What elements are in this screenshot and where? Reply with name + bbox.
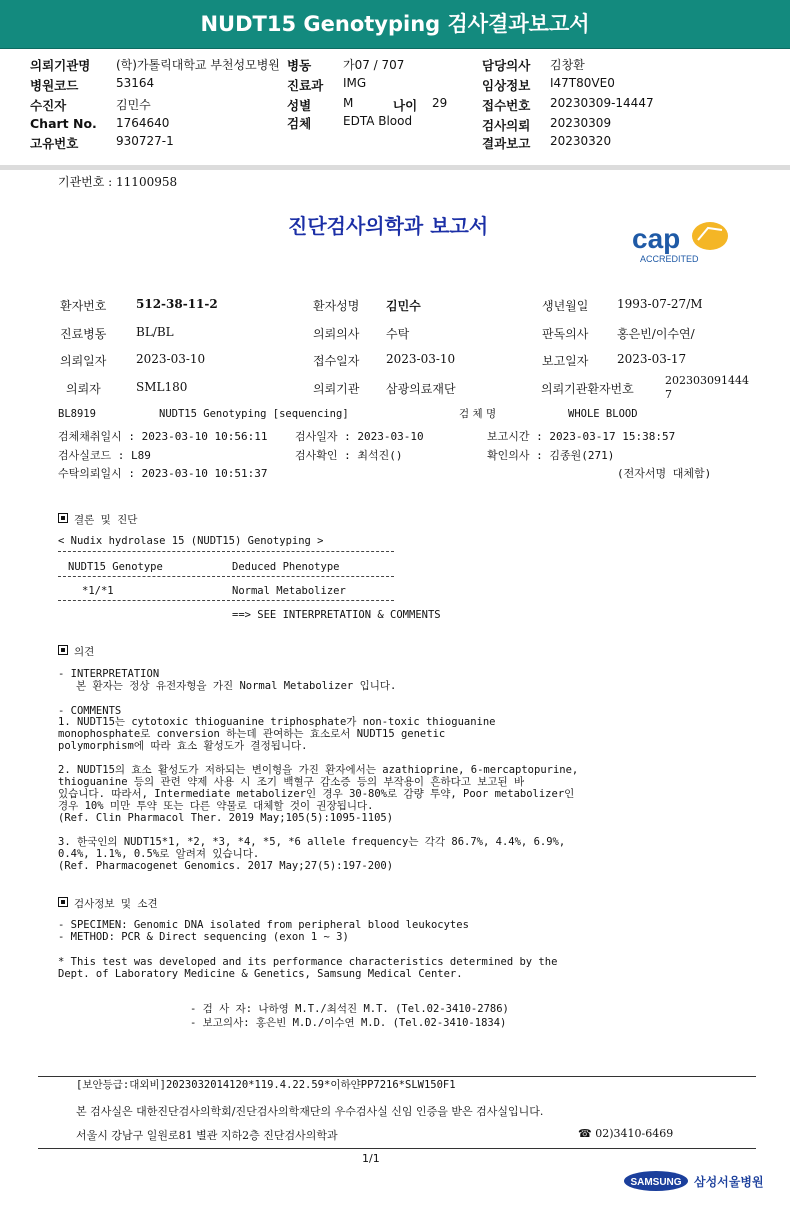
patient-label: 접수일자 — [313, 354, 360, 368]
hospital-name-text: 삼성서울병원 — [694, 1175, 764, 1189]
table-rule — [58, 551, 394, 552]
header-label: 접수번호 — [482, 98, 531, 113]
patient-value: 수탁 — [386, 327, 410, 341]
report-heading: 진단검사의학과 보고서 — [288, 214, 489, 238]
patient-label: 진료병동 — [60, 327, 107, 341]
cap-accredited-text: ACCREDITED — [640, 254, 699, 264]
col-phenotype: Deduced Phenotype — [232, 561, 340, 573]
header-label: 검사의뢰 — [482, 118, 531, 133]
patient-label: 환자성명 — [313, 299, 360, 313]
header-value: IMG — [343, 76, 367, 90]
header-value: 김창환 — [550, 58, 585, 72]
col-genotype: NUDT15 Genotype — [68, 561, 163, 573]
patient-value: 삼광의료재단 — [386, 382, 456, 396]
section-bullet-icon — [58, 645, 68, 655]
address-line: 서울시 강남구 일원로81 별관 지하2층 진단검사의학과 — [76, 1129, 338, 1142]
footer-rule — [38, 1148, 756, 1149]
header-value: M — [343, 96, 354, 110]
header-label: 병원코드 — [30, 78, 79, 93]
method-line: - METHOD: PCR & Direct sequencing (exon 1 ~ 3) — [58, 931, 349, 943]
header-label: 의뢰기관명 — [30, 58, 91, 73]
patient-label: 판독의사 — [542, 327, 589, 341]
patient-label: 의뢰기관환자번호 — [541, 382, 634, 396]
header-label: 검체 — [287, 116, 312, 131]
header-label: 담당의사 — [482, 58, 531, 73]
comment-line: (Ref. Clin Pharmacol Ther. 2019 May;105(5):1095-1105) — [58, 812, 394, 824]
test-code: BL8919 — [58, 408, 96, 420]
patient-label: 의뢰일자 — [60, 354, 107, 368]
patient-value: BL/BL — [136, 325, 174, 339]
confirm-doctor: 확인의사 : 김종원(271) — [487, 449, 615, 462]
header-value: EDTA Blood — [343, 114, 413, 128]
info-section-heading: 검사정보 및 소견 — [58, 897, 158, 910]
header-value: 53164 — [116, 76, 155, 90]
dev-note: * This test was developed and its performance characteristics determined by the — [58, 956, 558, 968]
samsung-hospital-logo — [624, 1168, 764, 1198]
header-value: 20230320 — [550, 134, 612, 148]
patient-label: 보고일자 — [542, 354, 589, 368]
see-note: ==> SEE INTERPRETATION & COMMENTS — [232, 609, 441, 621]
specimen-label: 검 체 명 — [459, 408, 497, 420]
patient-label: 생년월일 — [542, 299, 589, 313]
report-time: 보고시간 : 2023-03-17 15:38:57 — [487, 430, 676, 443]
comment-line: 3. 한국인의 NUDT15*1, *2, *3, *4, *5, *6 allele frequency는 각각 86.7%, 4.4%, 6.9%, — [58, 836, 566, 848]
patient-value: 홍은빈/이수연/ — [617, 327, 695, 341]
certification-line: 본 검사실은 대한진단검사의학회/진단검사의학재단의 우수검사실 신임 인증을 받은 검사실입니다. — [76, 1105, 544, 1118]
comment-line: monophosphate로 conversion 하는데 관여하는 효소로서 NUDT15 genetic — [58, 728, 446, 740]
patient-value: 2023-03-17 — [617, 352, 687, 366]
header-value: I47T80VE0 — [550, 76, 615, 90]
received-time: 수탁의뢰일시 : 2023-03-10 10:51:37 — [58, 467, 268, 480]
age-value: 29 — [432, 96, 448, 110]
comment-line: 0.4%, 1.1%, 0.5%로 알려져 있습니다. — [58, 848, 260, 860]
comment-line: 2. NUDT15의 효소 활성도가 저하되는 변이형을 가진 환자에서는 azathioprine, 6-mercaptopurine, — [58, 764, 579, 776]
tester-line: - 검 사 자: 나하영 M.T./최석진 M.T. (Tel.02-3410-2786) — [190, 1003, 509, 1015]
comment-line: 있습니다. 따라서, Intermediate metabolizer인 경우 30-80%로 감량 투약, Poor metabolizer인 — [58, 788, 575, 800]
patient-name: 김민수 — [386, 299, 421, 313]
patient-label: 환자번호 — [60, 299, 107, 313]
header-value: 930727-1 — [116, 134, 174, 148]
interp-body: 본 환자는 정상 유전자형을 가진 Normal Metabolizer 입니다. — [76, 680, 397, 692]
phenotype-value: Normal Metabolizer — [232, 585, 346, 597]
section-bullet-icon — [58, 897, 68, 907]
header-label: Chart No. — [30, 116, 97, 131]
header-label: 진료과 — [287, 78, 324, 93]
esign-note: (전자서명 대체함) — [617, 467, 712, 480]
header-value: (학)가톨릭대학교 부천성모병원 — [116, 58, 280, 72]
patient-value: 1993-07-27/M — [617, 297, 703, 311]
patient-value: SML180 — [136, 380, 188, 394]
result-title: < Nudix hydrolase 15 (NUDT15) Genotyping > — [58, 535, 324, 547]
patient-label: 의뢰자 — [66, 382, 101, 396]
header-label: 결과보고 — [482, 136, 531, 151]
test-name: NUDT15 Genotyping [sequencing] — [159, 408, 349, 420]
comment-line: (Ref. Pharmacogenet Genomics. 2017 May;27(5):197-200) — [58, 860, 394, 872]
comment-line: 경우 10% 미만 투약 또는 다른 약물로 대체할 것이 권장됩니다. — [58, 800, 374, 812]
table-rule — [58, 600, 394, 601]
genotype-value: *1/*1 — [82, 585, 114, 597]
phone-line: ☎ 02)3410-6469 — [578, 1127, 674, 1140]
header-value: 김민수 — [116, 98, 151, 112]
age-label: 나이 — [393, 98, 418, 113]
table-rule — [58, 576, 394, 577]
patient-label: 의뢰의사 — [313, 327, 360, 341]
header-label: 임상정보 — [482, 78, 531, 93]
test-date: 검사일자 : 2023-03-10 — [295, 430, 424, 443]
reporter-line: - 보고의사: 홍은빈 M.D./이수연 M.D. (Tel.02-3410-1834) — [190, 1017, 507, 1029]
specimen-line: - SPECIMEN: Genomic DNA isolated from peripheral blood leukocytes — [58, 919, 469, 931]
dev-note: Dept. of Laboratory Medicine & Genetics, Samsung Medical Center. — [58, 968, 463, 980]
cap-accredited-logo — [632, 218, 732, 266]
comment-line: polymorphism에 따라 효소 활성도가 결정됩니다. — [58, 740, 308, 752]
comment-line: thioguanine 등의 관련 약제 사용 시 조기 백혈구 감소증 등의 부작용이 흔하다고 보고된 바 — [58, 776, 525, 788]
report-title: NUDT15 Genotyping 검사결과보고서 — [0, 0, 790, 49]
specimen-value: WHOLE BLOOD — [568, 408, 638, 420]
lab-code: 검사실코드 : L89 — [58, 449, 151, 462]
header-value: 가07 / 707 — [343, 58, 405, 72]
header-label: 병동 — [287, 58, 312, 73]
cap-text: cap — [632, 223, 681, 254]
patient-label: 의뢰기관 — [313, 382, 360, 396]
header-label: 성별 — [287, 98, 312, 113]
patient-value: 202303091444 — [665, 374, 749, 387]
opinion-section-heading: 의견 — [58, 645, 94, 658]
patient-number: 512-38-11-2 — [136, 297, 218, 311]
comments-heading: - COMMENTS — [58, 705, 122, 717]
collect-time: 검체채취일시 : 2023-03-10 10:56:11 — [58, 430, 268, 443]
comment-line: 1. NUDT15는 cytotoxic thioguanine triphosphate가 non-toxic thioguanine — [58, 716, 496, 728]
confirm-tech: 검사확인 : 최석진() — [295, 449, 403, 462]
header-value: 1764640 — [116, 116, 170, 130]
patient-value: 2023-03-10 — [386, 352, 456, 366]
footer-rule — [38, 1076, 756, 1077]
samsung-brand-text: SAMSUNG — [630, 1177, 682, 1188]
page-number: 1/1 — [362, 1152, 380, 1165]
header-label: 수진자 — [30, 98, 67, 113]
header-label: 고유번호 — [30, 136, 79, 151]
section-divider — [0, 165, 790, 170]
interp-heading: - INTERPRETATION — [58, 668, 160, 680]
result-section-heading: 결론 및 진단 — [58, 513, 137, 526]
header-value: 20230309 — [550, 116, 612, 130]
security-line: [보안등급:대외비]2023032014120*119.4.22.59*이하얀PP7216*SLW150F1 — [76, 1079, 456, 1091]
patient-value: 7 — [665, 388, 672, 401]
header-value: 20230309-14447 — [550, 96, 654, 110]
section-bullet-icon — [58, 513, 68, 523]
agency-number: 기관번호 : 11100958 — [58, 175, 178, 189]
patient-value: 2023-03-10 — [136, 352, 206, 366]
